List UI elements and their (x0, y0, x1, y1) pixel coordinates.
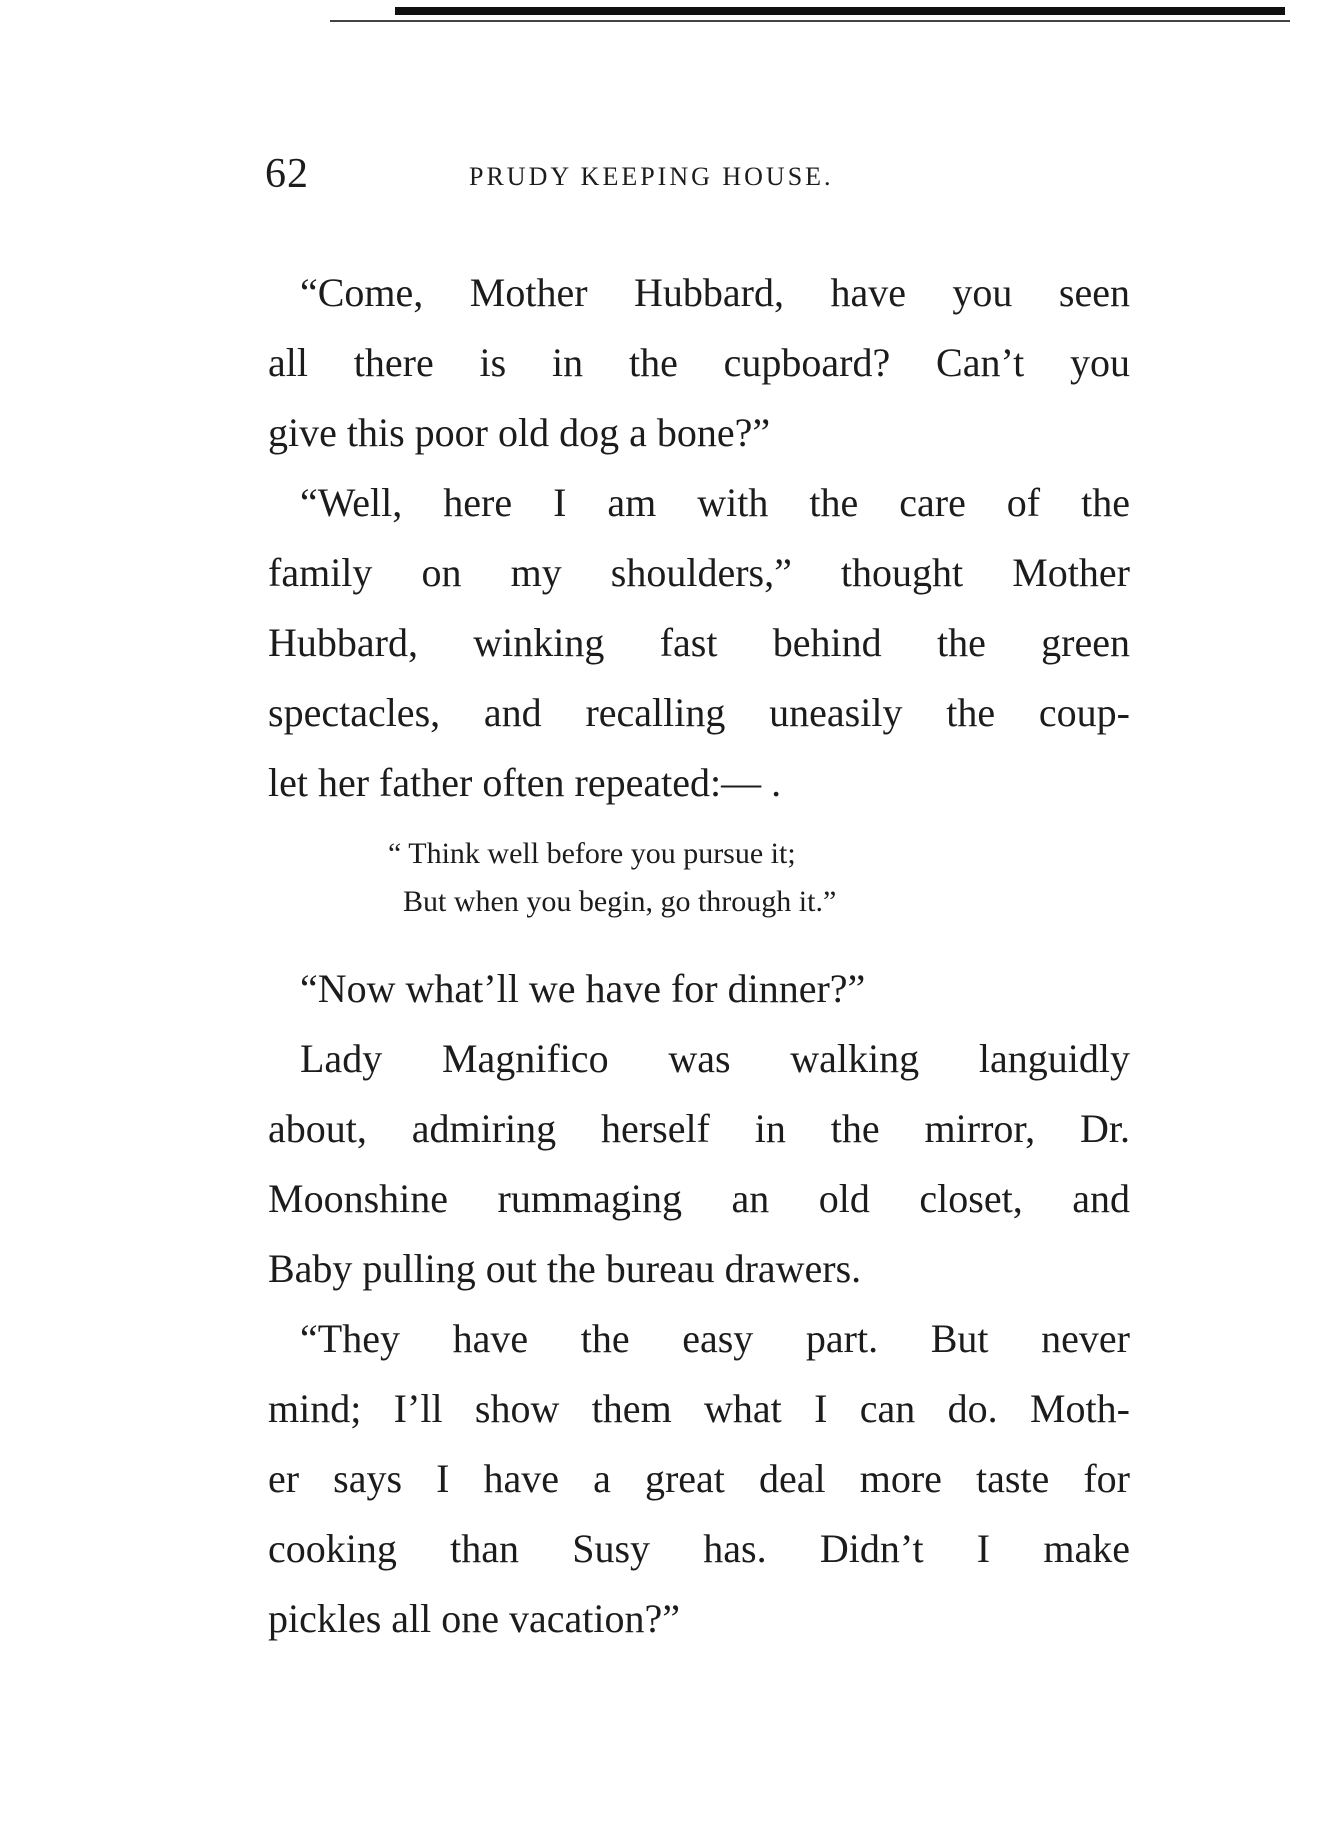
text-line: er says I have a great deal more taste for (268, 1456, 1130, 1501)
text-line: Baby pulling out the bureau drawers. (268, 1246, 862, 1291)
text-line: “They have the easy part. But never (300, 1316, 1130, 1361)
top-border-rule (395, 7, 1285, 15)
paragraph-3 (268, 954, 1130, 1024)
text-line: all there is in the cupboard? Can’t you (268, 340, 1130, 385)
paragraph-1 (268, 258, 1130, 468)
text-line: Lady Magnifico was walking languidly (300, 1036, 1130, 1081)
verse-line: But when you begin, go through it.” (403, 885, 837, 918)
verse-line: “ Think well before you pursue it; (388, 837, 796, 870)
text-line: Hubbard, winking fast behind the green (268, 620, 1130, 665)
paragraph-4 (268, 1024, 1130, 1304)
book-title: PRUDY KEEPING HOUSE. (469, 162, 834, 191)
top-border-line (330, 20, 1290, 22)
text-line: let her father often repeated:— . (268, 760, 782, 805)
verse-quotation (268, 818, 1130, 954)
text-line: give this poor old dog a bone?” (268, 410, 771, 455)
page-number: 62 (265, 151, 309, 197)
text-line: “Now what’ll we have for dinner?” (300, 966, 866, 1011)
paragraph-2 (268, 468, 1130, 818)
text-line: family on my shoulders,” thought Mother (268, 550, 1130, 595)
text-line: cooking than Susy has. Didn’t I make (268, 1526, 1130, 1571)
paragraph-5 (268, 1304, 1130, 1654)
text-line: “Well, here I am with the care of the (300, 480, 1130, 525)
text-line: mind; I’ll show them what I can do. Moth- (268, 1386, 1130, 1431)
running-head (265, 150, 1125, 200)
text-line: Moonshine rummaging an old closet, and (268, 1176, 1130, 1221)
page-body (268, 258, 1130, 1654)
text-line: about, admiring herself in the mirror, Dr. (268, 1106, 1130, 1151)
text-line: pickles all one vacation?” (268, 1596, 681, 1641)
text-line: “Come, Mother Hubbard, have you seen (300, 270, 1130, 315)
text-line: spectacles, and recalling uneasily the coup- (268, 690, 1130, 735)
